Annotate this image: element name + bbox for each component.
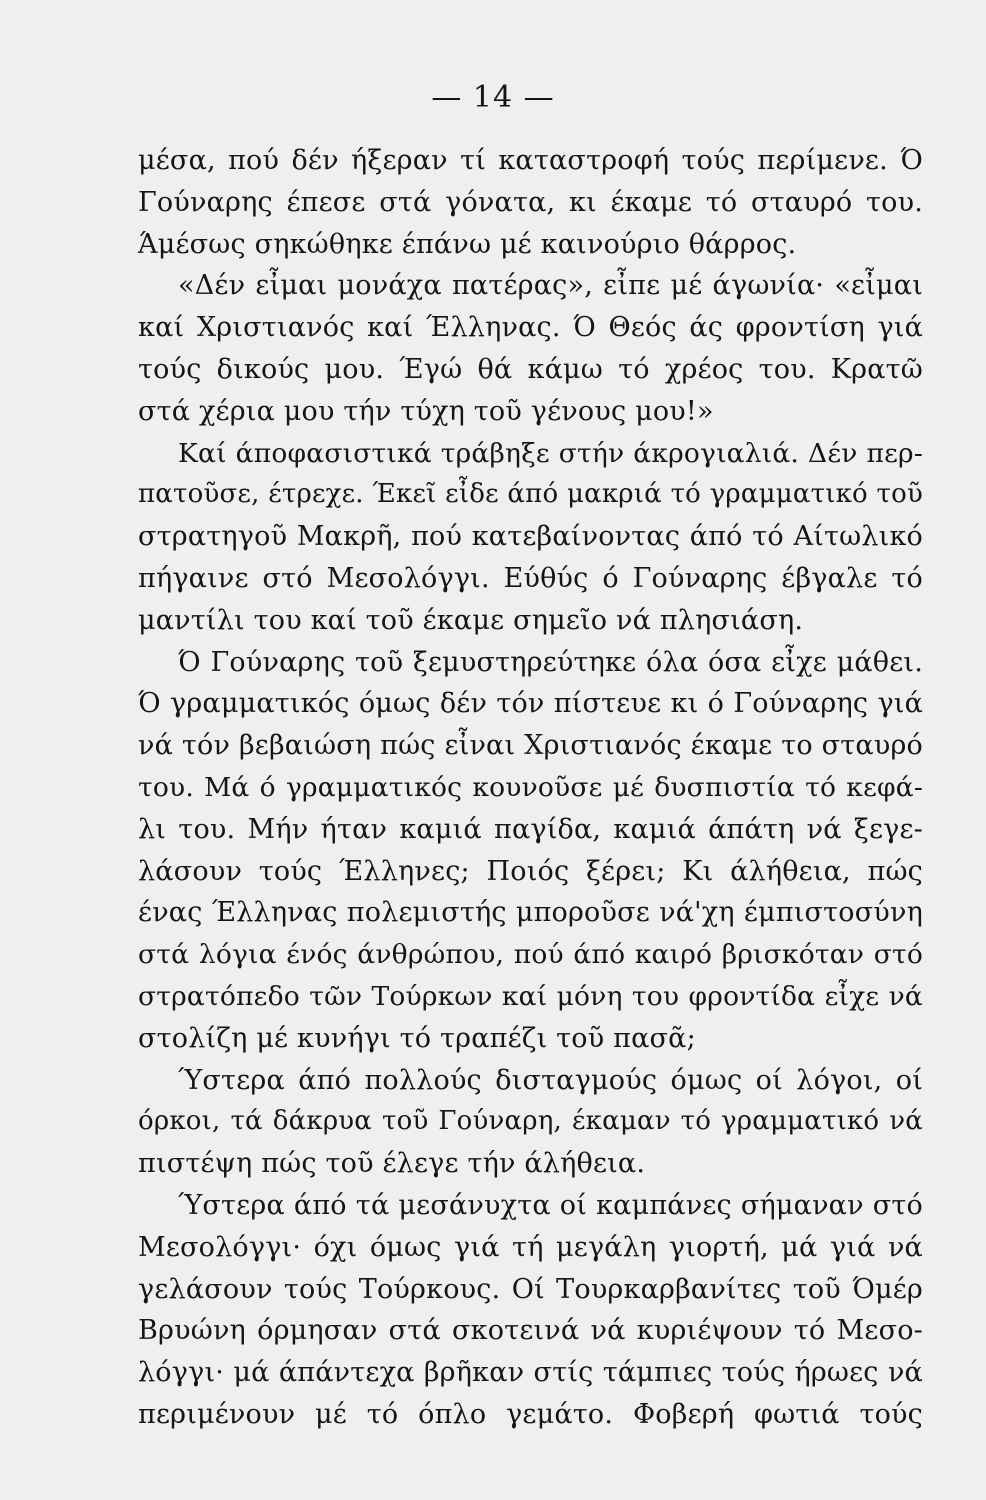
text-line: λι του. Μήν ήταν καμιά παγίδα, καμιά άπάτη νά ξεγε- — [138, 813, 923, 845]
text-line: Βρυώνη όρμησαν στά σκοτεινά νά κυριέψουν τό Μεσο- — [138, 1315, 923, 1347]
text-line: στά λόγια ένός άνθρώπου, πού άπό καιρό βρισκόταν στό — [138, 939, 923, 971]
text-line: καί Χριστιανός καί Έλληνας. Ό Θεός άς φροντίση γιά — [138, 312, 923, 344]
text-line: Ό γραμματικός όμως δέν τόν πίστευε κι ό Γούναρης γιά — [138, 688, 923, 720]
page-number: — 14 — — [431, 80, 555, 115]
text-line: πήγαινε στό Μεσολόγγι. Εύθύς ό Γούναρης έβγαλε τό — [138, 562, 923, 594]
text-line: Ύστερα άπό τά μεσάνυχτα οί καμπάνες σήμαναν στό — [178, 1189, 923, 1221]
text-line: πατοῦσε, έτρεχε. Έκεῖ εἶδε άπό μακριά τό γραμματικό τοῦ — [138, 479, 923, 510]
text-line: του. Μά ό γραμματικός κουνοῦσε μέ δυσπιστία τό κεφά- — [138, 771, 923, 803]
text-line: μαντίλι του καί τοῦ έκαμε σημεῖο νά πλησιάση. — [138, 604, 804, 636]
text-line: στρατηγοῦ Μακρῆ, πού κατεβαίνοντας άπό τό Αίτωλικό — [138, 521, 923, 553]
text-line: ένας Έλληνας πολεμιστής μποροῦσε νά'χη έμπιστοσύνη — [138, 897, 923, 929]
text-line: όρκοι, τά δάκρυα τοῦ Γούναρη, έκαμαν τό γραμματικό νά — [138, 1106, 923, 1137]
text-line: γελάσουν τούς Τούρκους. Οί Τουρκαρβανίτες τοῦ Όμέρ — [138, 1273, 923, 1305]
text-line: στά χέρια μου τήν τύχη τοῦ γένους μου!» — [138, 395, 714, 427]
text-line: λόγγι· μά άπάντεχα βρῆκαν στίς τάμπιες τούς ήρωες νά — [138, 1357, 923, 1389]
text-line: Μεσολόγγι· όχι όμως γιά τή μεγάλη γιορτή, μά γιά νά — [138, 1231, 923, 1263]
text-line: Καί άποφασιστικά τράβηξε στήν άκρογιαλιά. Δέν περ- — [178, 437, 923, 469]
text-line: λάσουν τούς Έλληνες; Ποιός ξέρει; Κι άλήθεια, πώς — [138, 855, 923, 887]
text-line: πιστέψη πώς τοῦ έλεγε τήν άλήθεια. — [138, 1148, 646, 1180]
text-line: «Δέν εἶμαι μονάχα πατέρας», εἶπε μέ άγωνία· «εἶμαι — [178, 270, 923, 302]
text-line: Άμέσως σηκώθηκε έπάνω μέ καινούριο θάρρος. — [138, 228, 797, 260]
text-line: στολίζη μέ κυνήγι τό τραπέζι τοῦ πασᾶ; — [138, 1022, 696, 1054]
text-line: περιμένουν μέ τό όπλο γεμάτο. Φοβερή φωτιά τούς — [138, 1398, 923, 1430]
text-line: Ύστερα άπό πολλούς δισταγμούς όμως οί λόγοι, οί — [178, 1064, 923, 1096]
text-line: τούς δικούς μου. Έγώ θά κάμω τό χρέος του. Κρατῶ — [138, 353, 923, 385]
body-text — [138, 140, 923, 1436]
text-line: Γούναρης έπεσε στά γόνατα, κι έκαμε τό σταυρό του. — [138, 186, 923, 218]
text-line: νά τόν βεβαιώση πώς εἶναι Χριστιανός έκαμε το σταυρό — [138, 730, 923, 762]
text-line: Ό Γούναρης τοῦ ξεμυστηρεύτηκε όλα όσα εἶχε μάθει. — [178, 646, 923, 678]
text-line: στρατόπεδο τῶν Τούρκων καί μόνη του φροντίδα εἶχε νά — [138, 980, 923, 1012]
text-line: μέσα, πού δέν ήξεραν τί καταστροφή τούς περίμενε. Ό — [138, 145, 923, 176]
